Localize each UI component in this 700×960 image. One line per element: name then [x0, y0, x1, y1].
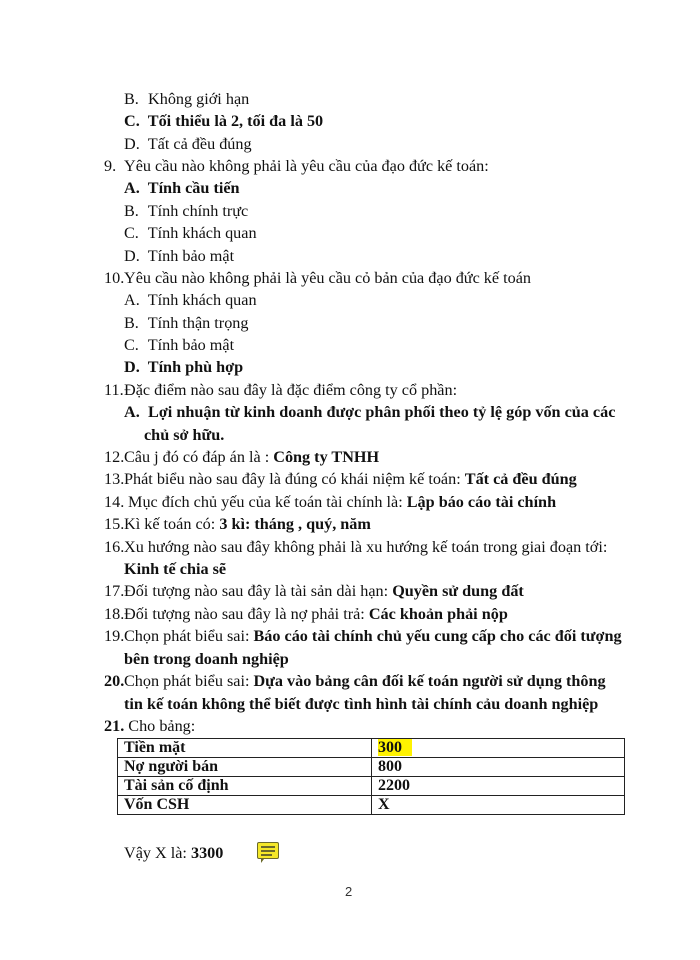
q11-answer	[124, 402, 615, 422]
q9-option-b	[124, 201, 248, 221]
option-label: C.	[124, 112, 140, 130]
q21-result	[124, 843, 223, 863]
q19-question	[104, 626, 622, 646]
option-label: A.	[124, 291, 140, 309]
table-row	[118, 739, 625, 758]
q10-option-b	[124, 313, 248, 333]
comment-note-icon[interactable]	[257, 842, 279, 859]
option-text: Tính khách quan	[147, 291, 257, 309]
answer-text: Công ty TNHH	[273, 448, 380, 466]
q21-question	[104, 716, 195, 736]
question-text: Câu j đó có đáp án là :	[124, 448, 274, 466]
q9-option-d	[124, 246, 234, 266]
table-row	[118, 796, 625, 815]
question-number: 13.	[104, 470, 125, 488]
option-label: B.	[124, 90, 139, 108]
answer-text: tin kế toán không thể biết được tình hình tài chính cảu doanh nghiệp	[124, 695, 599, 713]
question-number: 14.	[104, 493, 125, 511]
question-number: 12.	[104, 448, 125, 466]
answer-text: 3 kì: tháng , quý, năm	[219, 515, 371, 533]
option-label: C.	[124, 224, 139, 242]
q9-option-a	[124, 178, 240, 198]
q13-question	[104, 469, 577, 489]
q19-answer-continued	[124, 649, 289, 669]
question-number: 18.	[104, 605, 125, 623]
option-text: chủ sở hữu.	[144, 426, 225, 444]
question-text: Phát biểu nào sau đây là đúng có khái niệm kế toán:	[124, 470, 465, 488]
option-label: A.	[124, 403, 140, 421]
option-text: Tính bảo mật	[147, 247, 235, 265]
option-text: Tính cầu tiến	[147, 179, 240, 197]
table-cell-value: 2200	[372, 777, 625, 796]
q8-option-c	[124, 111, 323, 131]
table-cell-value	[372, 739, 625, 758]
q10-option-c	[124, 335, 234, 355]
q11-answer-continued	[144, 425, 224, 445]
result-label: Vậy X là:	[124, 844, 191, 862]
answer-text: Lập báo cáo tài chính	[406, 493, 557, 511]
q18-question	[104, 604, 508, 624]
option-text: Tính chính trực	[147, 202, 249, 220]
option-text: Tính phù hợp	[147, 358, 244, 376]
question-text: Đối tượng nào sau đây là tài sản dài hạn:	[124, 582, 393, 600]
question-number: 9.	[104, 157, 117, 175]
question-number: 19.	[104, 627, 125, 645]
question-text: Yêu cầu nào không phải là yêu cầu cỏ bản của đạo đức kế toán	[124, 269, 532, 287]
highlighted-value: 300	[378, 739, 412, 756]
q14-question	[104, 492, 556, 512]
question-number: 15.	[104, 515, 125, 533]
option-text: Lợi nhuận từ kinh doanh được phân phối theo tỷ lệ góp vốn của các	[148, 403, 616, 421]
question-text: Đối tượng nào sau đây là nợ phải trả:	[124, 605, 369, 623]
answer-text: Dựa vào bảng cân đối kế toán người sử dụng thông	[253, 672, 606, 690]
option-label: C.	[124, 336, 139, 354]
option-label: A.	[124, 179, 140, 197]
question-text: Mục đích chủ yếu của kế toán tài chính là:	[124, 493, 407, 511]
question-text: Yêu cầu nào không phải là yêu cầu của đạo đức kế toán:	[124, 157, 489, 175]
answer-text: Báo cáo tài chính chủ yếu cung cấp cho các đối tượng	[253, 627, 622, 645]
question-text: Xu hướng nào sau đây không phải là xu hướng kế toán trong giai đoạn tới:	[124, 538, 608, 556]
table-cell-value: 800	[372, 758, 625, 777]
answer-text: bên trong doanh nghiệp	[124, 650, 289, 668]
table-row	[118, 758, 625, 777]
q9-option-c	[124, 223, 257, 243]
answer-text: Các khoản phải nộp	[368, 605, 508, 623]
question-text: Chọn phát biểu sai:	[124, 627, 254, 645]
question-number: 17.	[104, 582, 125, 600]
table-cell-item: Tài sản cố định	[118, 777, 372, 796]
answer-text: Tất cả đều đúng	[464, 470, 577, 488]
q17-question	[104, 581, 524, 601]
q16-question	[104, 537, 607, 557]
q10-option-d	[124, 357, 243, 377]
table-cell-item: Vốn CSH	[118, 796, 372, 815]
question-text: Cho bảng:	[124, 717, 196, 735]
option-text: Tính khách quan	[147, 224, 257, 242]
q10-option-a	[124, 290, 257, 310]
option-text: Tính thận trọng	[147, 314, 249, 332]
table-cell-item: Nợ người bán	[118, 758, 372, 777]
q20-answer-continued	[124, 694, 598, 714]
table-row	[118, 777, 625, 796]
q9-question	[104, 156, 489, 176]
q8-option-d	[124, 134, 252, 154]
option-label: B.	[124, 314, 139, 332]
question-number: 20.	[104, 672, 125, 690]
option-label: B.	[124, 202, 139, 220]
q20-question	[104, 671, 606, 691]
option-text: Không giới hạn	[148, 90, 250, 108]
question-number: 10.	[104, 269, 125, 287]
question-number: 21.	[104, 717, 125, 735]
question-text: Đặc điểm nào sau đây là đặc điểm công ty cổ phần:	[124, 381, 458, 399]
option-text: Tính bảo mật	[147, 336, 235, 354]
answer-text: Kinh tế chia sẽ	[124, 560, 227, 578]
q16-answer	[124, 559, 226, 579]
question-text: Kì kế toán có:	[124, 515, 220, 533]
option-label: D.	[124, 358, 140, 376]
q8-option-b	[124, 89, 249, 109]
question-number: 16.	[104, 538, 125, 556]
table-cell-value: X	[372, 796, 625, 815]
option-label: D.	[124, 247, 140, 265]
answer-text: Quyền sử dung đất	[392, 582, 524, 600]
option-text: Tối thiểu là 2, tối đa là 50	[147, 112, 324, 130]
option-text: Tất cả đều đúng	[147, 135, 252, 153]
q15-question	[104, 514, 371, 534]
table-cell-item: Tiền mặt	[118, 739, 372, 758]
q10-question	[104, 268, 531, 288]
page-number: 2	[345, 884, 353, 899]
result-value: 3300	[190, 844, 224, 862]
balance-table	[117, 738, 625, 815]
q12-question	[104, 447, 379, 467]
question-text: Chọn phát biểu sai:	[124, 672, 254, 690]
option-label: D.	[124, 135, 140, 153]
question-number: 11.	[104, 381, 124, 399]
q11-question	[104, 380, 457, 400]
